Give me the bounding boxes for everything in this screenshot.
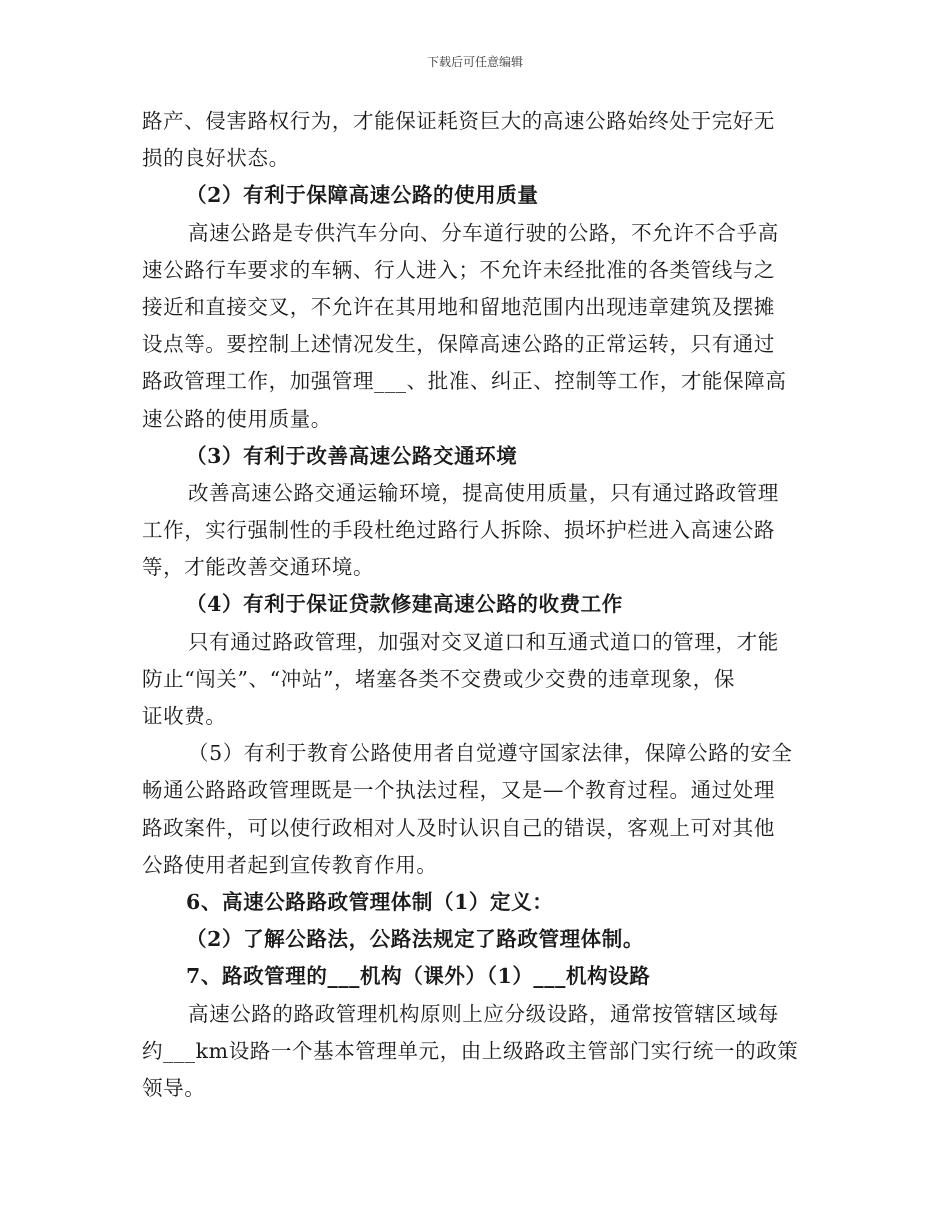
- document-body: [142, 103, 808, 1107]
- text-line: 速公路的使用质量。: [142, 406, 332, 431]
- text-line: 路政管理工作，加强管理___、批准、纠正、控制等工作，才能保障高: [142, 369, 787, 394]
- text-line: 路产、侵害路权行为，才能保证耗资巨大的高速公路始终处于完好无: [142, 109, 775, 133]
- text-line: 路政案件，可以使行政相对人及时认识自己的错误，客观上可对其他: [142, 815, 775, 840]
- text-line: 等，才能改善交通环境。: [142, 555, 375, 580]
- text-line: 防止“闯关”、“冲站”，堵塞各类不交费或少交费的违章现象，保: [142, 666, 735, 691]
- paragraph-first-line: 高速公路是专供汽车分向、分车道行驶的公路，不允许不合乎高: [188, 220, 779, 245]
- text-line: 损的良好状态。: [142, 146, 290, 171]
- section-heading: （4）有利于保证贷款修建高速公路的收费工作: [186, 592, 623, 617]
- paragraph-first-line: （5）有利于教育公路使用者自觉遵守国家法律，保障公路的安全: [188, 741, 793, 766]
- section-heading: （3）有利于改善高速公路交通环境: [186, 443, 518, 468]
- text-line: 公路使用者起到宣传教育作用。: [142, 852, 438, 877]
- text-line: 领导。: [142, 1075, 206, 1100]
- text-line: 速公路行车要求的车辆、行人进入；不允许未经批准的各类管线与之: [142, 257, 775, 282]
- section-heading: （2）了解公路法，公路法规定了路政管理体制。: [186, 927, 644, 952]
- section-heading: 7、路政管理的___机构（课外）（1）___机构设路: [186, 964, 651, 989]
- page-header-note: 下载后可任意编辑: [426, 55, 523, 69]
- paragraph-first-line: 只有通过路政管理，加强对交叉道口和互通式道口的管理，才能: [188, 629, 779, 654]
- section-heading: 6、高速公路路政管理体制（1）定义：: [186, 889, 554, 914]
- text-line: 证收费。: [142, 704, 227, 728]
- section-heading: （2）有利于保障高速公路的使用质量: [186, 183, 539, 208]
- text-line: 约___km设路一个基本管理单元，由上级路政主管部门实行统一的政策: [142, 1038, 799, 1063]
- text-line: 设点等。要控制上述情况发生，保障高速公路的正常运转，只有通过: [142, 332, 775, 357]
- text-line: 接近和直接交叉，不允许在其用地和留地范围内出现违章建筑及摆摊: [142, 294, 775, 319]
- paragraph-first-line: 高速公路的路政管理机构原则上应分级设路，通常按管辖区域每: [188, 1001, 779, 1026]
- text-line: 工作，实行强制性的手段杜绝过路行人拆除、损坏护栏进入高速公路: [142, 518, 775, 543]
- text-line: 畅通公路路政管理既是一个执法过程，又是—个教育过程。通过处理: [142, 778, 775, 803]
- paragraph-first-line: 改善高速公路交通运输环境，提高使用质量，只有通过路政管理: [188, 480, 779, 505]
